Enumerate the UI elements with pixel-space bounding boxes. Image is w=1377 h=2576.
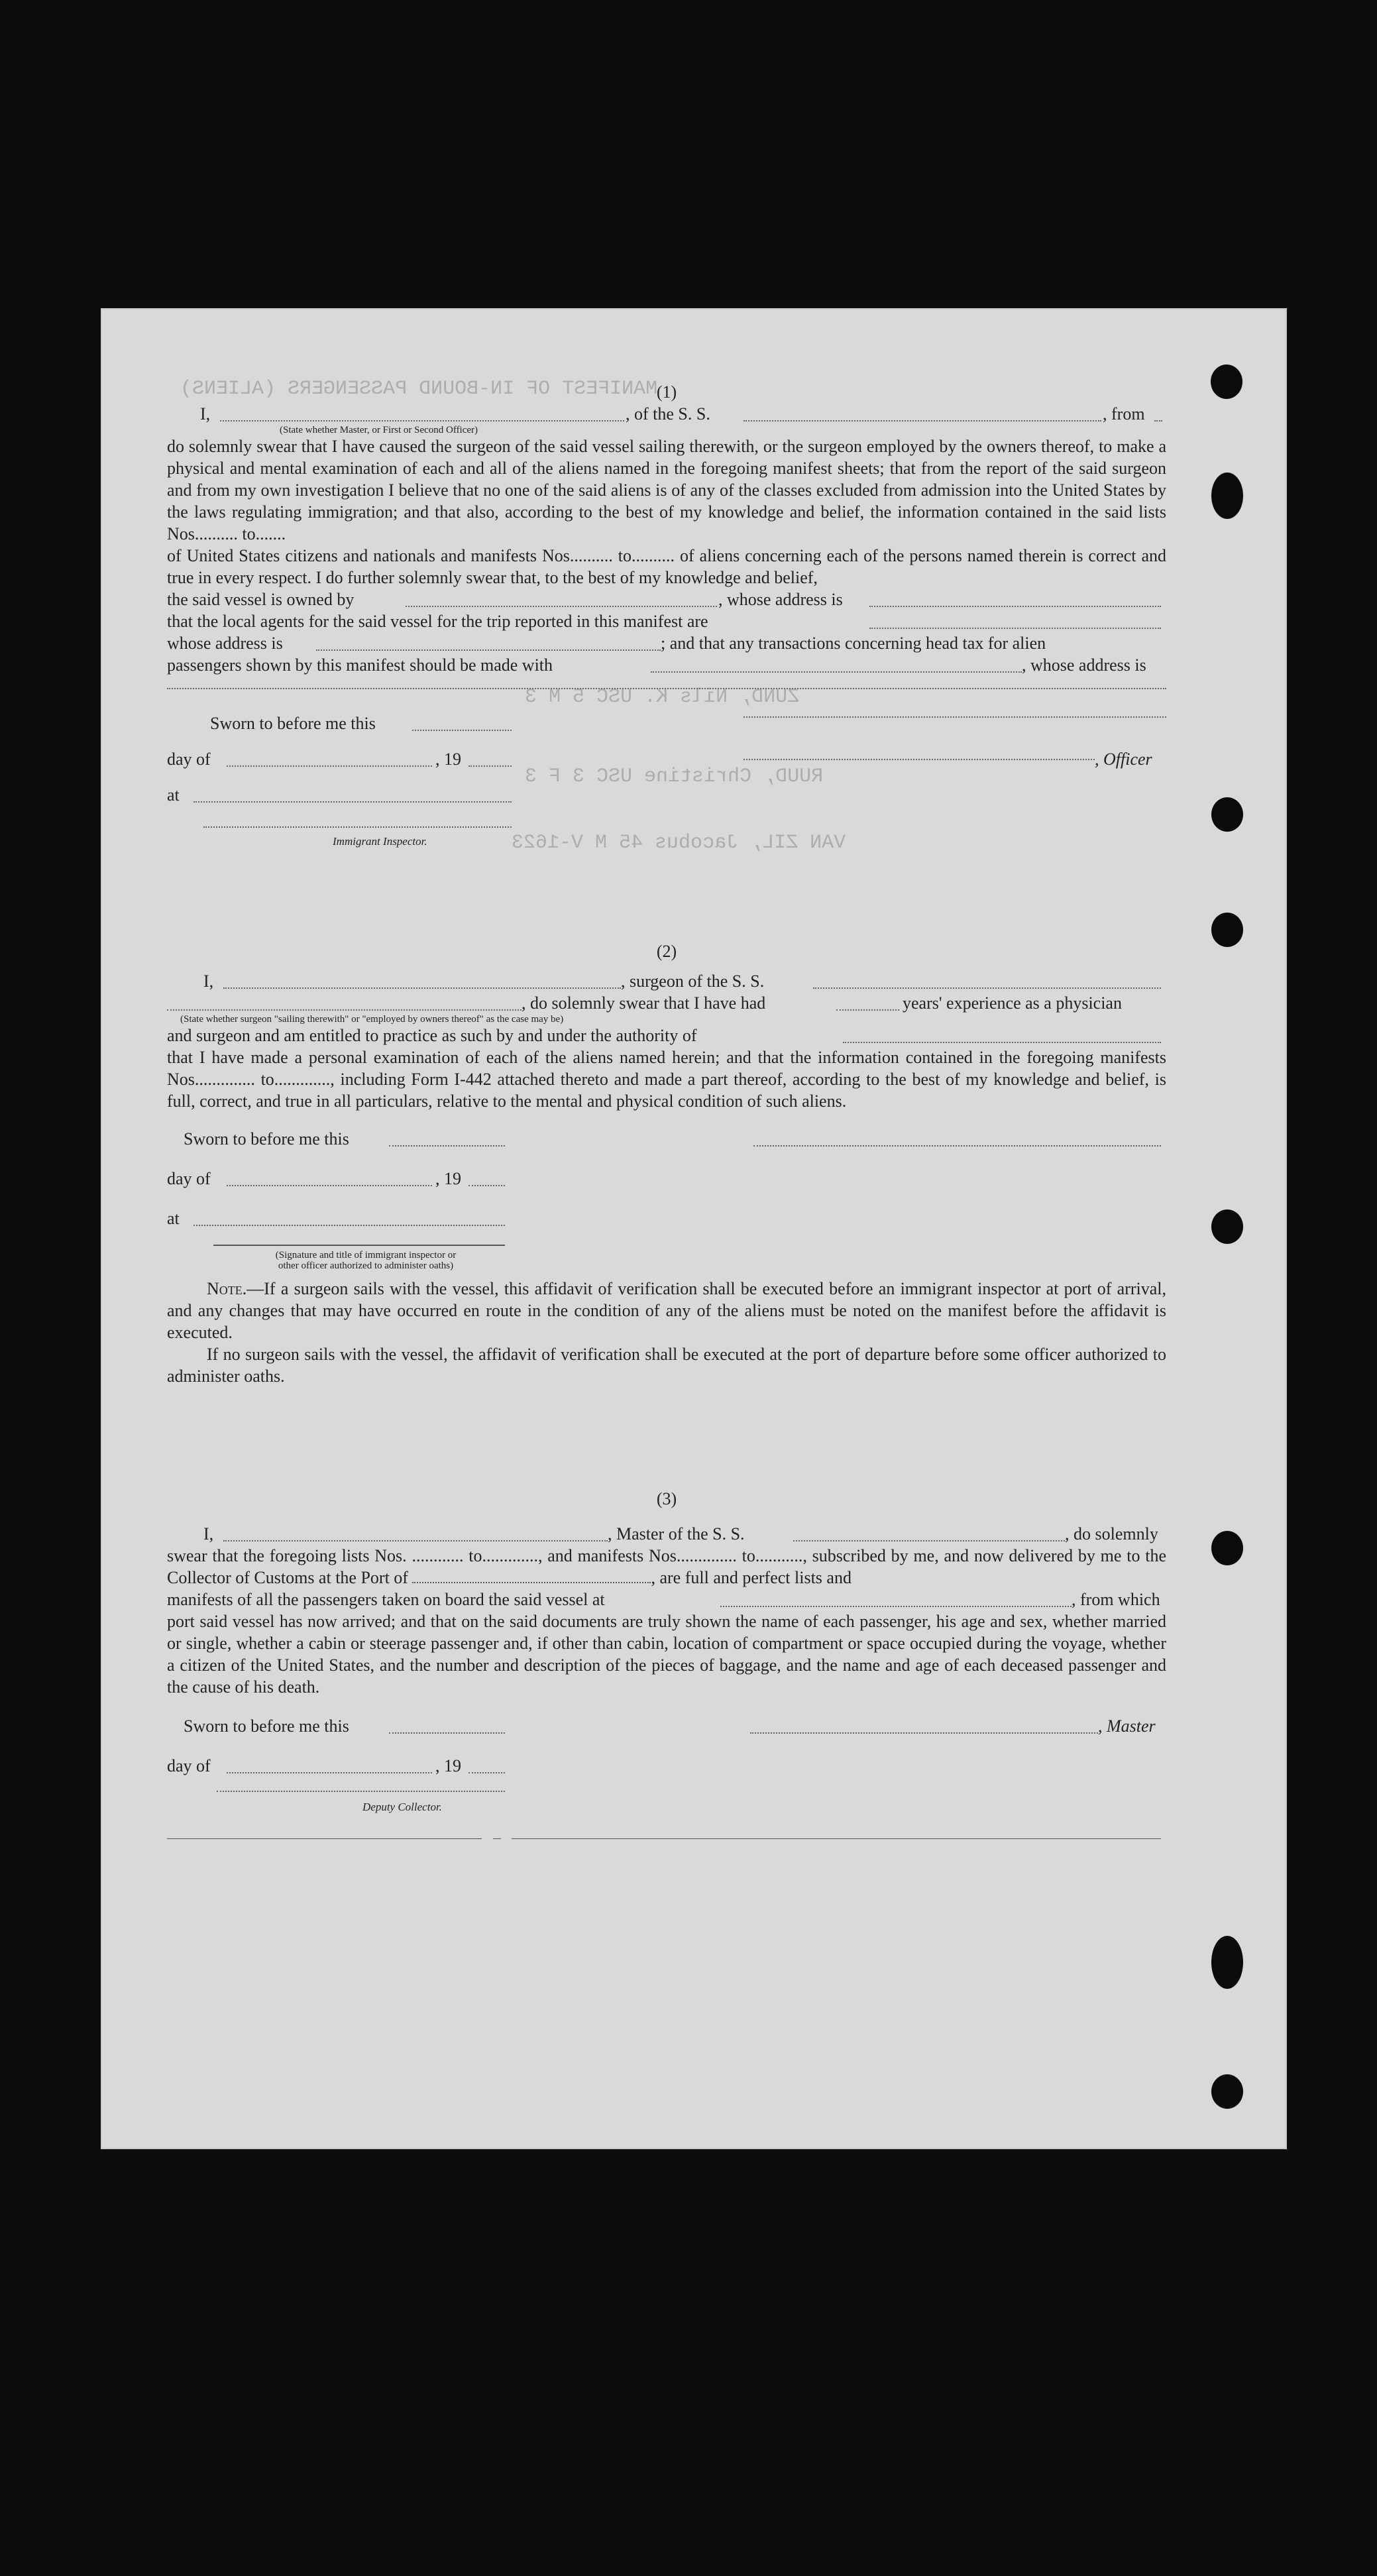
passengers-shown-line bbox=[167, 654, 1166, 676]
day-of-label-2: day of bbox=[167, 1169, 211, 1188]
section-1-body-2: of United States citizens and nationals and manifests Nos.......... to.......... of aliens concerning each of the persons named therein is correct and true in every respect. I do further solemnly swear that, to the best of my knowledge and belief, bbox=[167, 546, 1166, 587]
section-2-day-line bbox=[167, 1158, 1166, 1200]
passengers-shown-label: passengers shown by this manifest should be made with bbox=[167, 655, 553, 675]
punch-hole bbox=[1211, 364, 1242, 399]
year-label-2: , 19 bbox=[435, 1169, 461, 1188]
punch-hole bbox=[1211, 1936, 1243, 1989]
whose-address-label: , whose address is bbox=[718, 590, 843, 609]
swear-had-label: , do solemnly swear that I have had bbox=[522, 993, 766, 1013]
deputy-caption: Deputy Collector. bbox=[362, 1801, 442, 1813]
year-label: , 19 bbox=[435, 750, 461, 769]
whose-address-label-3: , whose address is bbox=[1022, 655, 1146, 675]
section-3-body-2: port said vessel has now arrived; and that on the said documents are truly shown the name of each passenger, his age and sex, whether married or single, whether a cabin or steerage passenger and, if other than cabin, location of compartment or space occupied during the voyage, whether a citizen of the United States, and the number and description of the pieces of baggage, and the name and age of each deceased passenger and the cause of his death. bbox=[167, 1612, 1166, 1697]
section-3-number: (3) bbox=[656, 1489, 677, 1508]
from-label: , from bbox=[1103, 404, 1145, 423]
master-of-label: , Master of the S. S. bbox=[608, 1524, 745, 1543]
at-label: at bbox=[167, 785, 180, 805]
surgeon-of-label: , surgeon of the S. S. bbox=[621, 972, 765, 991]
note-text-1: —If a surgeon sails with the vessel, this affidavit of verification shall be executed before an immigrant inspector at port of arrival, and any changes that may have occurred en route in the condition of any of the aliens must be noted on the manifest before the affidavit is executed. bbox=[167, 1279, 1166, 1342]
section-2-swear-line bbox=[167, 992, 1166, 1014]
section-2-at-line bbox=[167, 1200, 1166, 1239]
punch-hole bbox=[1211, 913, 1243, 947]
inspector-caption: Immigrant Inspector. bbox=[333, 835, 427, 848]
document-page bbox=[101, 308, 1287, 2149]
section-1-at-line bbox=[167, 779, 1166, 822]
section-3-opening-line bbox=[167, 1523, 1166, 1545]
section-2-body: that I have made a personal examination of each of the aliens named herein; and that the information contained in the foregoing manifests Nos.............. to............., including Form I-442 attached thereto and made a part thereof, according to the best of my knowledge and belief, is full, correct, and true in all particulars, relative to the mental and physical condition of such aliens. bbox=[167, 1048, 1166, 1111]
bleed-through-text: MANIFEST OF IN-BOUND PASSENGERS (ALIENS) bbox=[180, 378, 658, 400]
head-tax-label: ; and that any transactions concerning head tax for alien bbox=[661, 634, 1046, 653]
sig-caption-line-1: (Signature and title of immigrant inspector or bbox=[275, 1250, 457, 1260]
day-of-label-3: day of bbox=[167, 1756, 211, 1775]
i-label-3: I, bbox=[203, 1524, 214, 1543]
punch-hole bbox=[1211, 2074, 1243, 2109]
officer-label: , Officer bbox=[1095, 750, 1152, 769]
i-label-2: I, bbox=[203, 972, 214, 991]
authority-line bbox=[167, 1025, 1166, 1046]
note-paragraph-2: If no surgeon sails with the vessel, the affidavit of verification shall be executed at the port of departure before some officer authorized to administer oaths. bbox=[167, 1345, 1166, 1386]
section-2-number: (2) bbox=[656, 942, 677, 961]
deputy-signature bbox=[167, 1787, 1166, 1821]
section-3-day-line bbox=[167, 1746, 1166, 1787]
section-2-opening-line bbox=[167, 970, 1166, 992]
owned-by-label: the said vessel is owned by bbox=[167, 590, 355, 609]
section-3-body-1: swear that the foregoing lists Nos. ............ to............., and manifests Nos.............. to..........., subscribed by me, and now delivered by me to the Collector of Customs at the Port of , are full and perfect lists and bbox=[167, 1546, 1166, 1587]
section-3-sworn-line bbox=[167, 1698, 1166, 1746]
section-1-sworn-line bbox=[167, 698, 1166, 742]
at-label-2: at bbox=[167, 1209, 180, 1228]
year-label-3: , 19 bbox=[435, 1756, 461, 1775]
punch-hole bbox=[1211, 797, 1243, 832]
manifests-all-label: manifests of all the passengers taken on board the said vessel at bbox=[167, 1590, 605, 1609]
bleed-through-text: RUUD, Christine USC 3 F 3 bbox=[525, 765, 824, 788]
section-1-body-1: do solemnly swear that I have caused the surgeon of the said vessel sailing therewith, or the surgeon employed by the owners thereof, to make a physical and mental examination of each and all of the aliens named in the foregoing manifest sheets; that from the report of the said surgeon and from my own investigation I believe that no one of the said aliens is of any of the classes excluded from admission into the United States by the laws regulating immigration; and that also, according to the best of my knowledge and belief, the information contained in the said lists Nos.......... to....... bbox=[167, 437, 1166, 543]
master-label: , Master bbox=[1098, 1716, 1156, 1736]
years-experience-label: years' experience as a physician bbox=[903, 993, 1122, 1013]
sworn-label-2: Sworn to before me this bbox=[184, 1129, 349, 1148]
sworn-label-3: Sworn to before me this bbox=[184, 1716, 349, 1736]
owned-by-line bbox=[167, 588, 1166, 610]
sworn-label: Sworn to before me this bbox=[210, 714, 376, 733]
affidavit-sheet bbox=[167, 381, 1166, 1848]
of-the-ss-label: , of the S. S. bbox=[626, 404, 710, 423]
from-which-label: , from which bbox=[1072, 1590, 1160, 1609]
bottom-rules bbox=[167, 1821, 1166, 1848]
punch-hole bbox=[1211, 1209, 1243, 1244]
note-label: Note. bbox=[207, 1279, 247, 1298]
section-1-day-line bbox=[167, 742, 1166, 779]
whose-address-label-2: whose address is bbox=[167, 634, 283, 653]
local-agents-line bbox=[167, 610, 1166, 632]
punch-hole bbox=[1211, 473, 1243, 519]
bleed-through-text: ZUND, Nils K. USC 5 M 3 bbox=[525, 686, 800, 708]
day-of-label: day of bbox=[167, 750, 211, 769]
note-paragraph bbox=[167, 1278, 1166, 1343]
surgeon-caption: (State whether surgeon "sailing therewith" or "employed by owners thereof" as the case may be) bbox=[180, 1014, 564, 1025]
local-agents-label: that the local agents for the said vessel for the trip reported in this manifest are bbox=[167, 612, 708, 631]
i-label: I, bbox=[200, 404, 211, 423]
punch-hole bbox=[1211, 1531, 1243, 1565]
full-perfect-label: , are full and perfect lists and bbox=[651, 1568, 852, 1587]
agent-address-line bbox=[167, 632, 1166, 654]
do-solemnly-label: , do solemnly bbox=[1065, 1524, 1158, 1543]
authority-label: and surgeon and am entitled to practice as such by and under the authority of bbox=[167, 1026, 697, 1045]
section-1-opening-line bbox=[167, 403, 1166, 425]
bleed-through-text: VAN ZIL, Jacobus 45 M V-1623 bbox=[512, 832, 846, 854]
sig-caption-line-2: other officer authorized to administer oaths) bbox=[278, 1260, 454, 1271]
officer-caption: (State whether Master, or First or Second Officer) bbox=[280, 425, 478, 435]
section-2-sworn-line bbox=[167, 1112, 1166, 1158]
inspector-signature bbox=[167, 822, 1166, 856]
section-1-number: (1) bbox=[656, 382, 677, 402]
section-2-signature bbox=[167, 1239, 1166, 1278]
manifests-all-line bbox=[167, 1589, 1166, 1610]
